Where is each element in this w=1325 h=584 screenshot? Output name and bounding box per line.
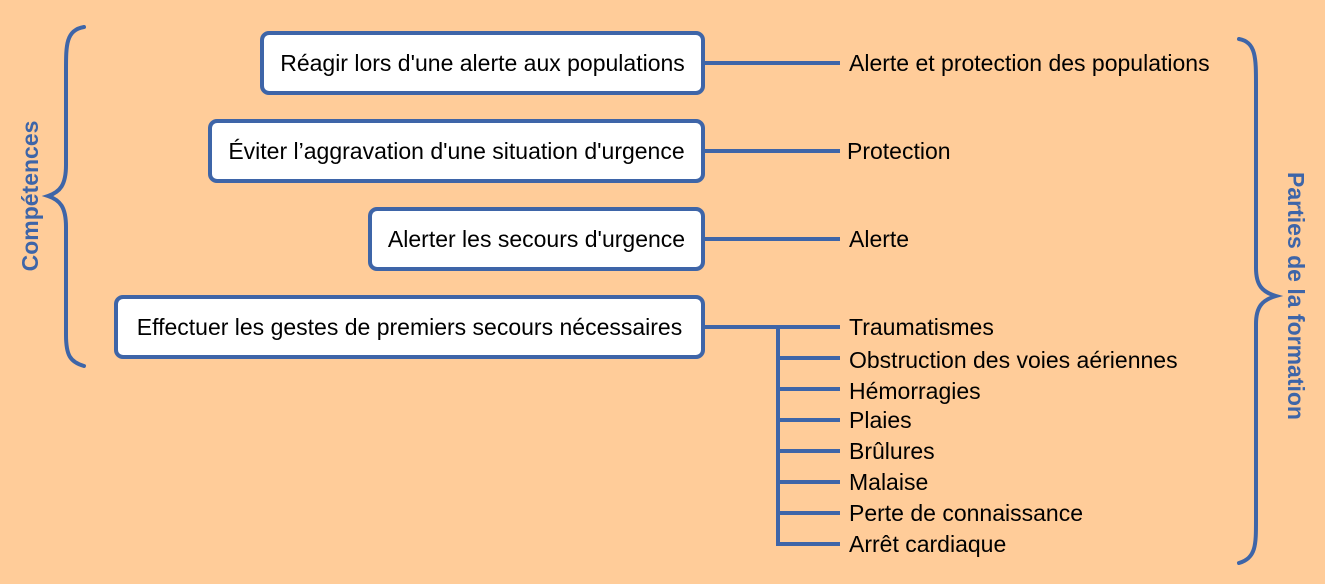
part-obstruction-voies-aeriennes: Obstruction des voies aériennes — [849, 347, 1178, 373]
right-brace — [1239, 39, 1276, 563]
part-alerte-protection-populations: Alerte et protection des populations — [849, 50, 1210, 76]
skill-label: Réagir lors d'une alerte aux populations — [280, 49, 685, 76]
left-brace — [48, 27, 84, 366]
part-traumatismes: Traumatismes — [849, 314, 994, 340]
part-hemorragies: Hémorragies — [849, 378, 981, 404]
parties-formation-label: Parties de la formation — [1283, 172, 1309, 420]
part-alerte: Alerte — [849, 226, 910, 252]
skill-box-reagir-alerte — [260, 31, 705, 95]
part-protection: Protection — [847, 138, 951, 164]
part-perte-connaissance: Perte de connaissance — [849, 500, 1083, 526]
skill-box-premiers-secours — [114, 295, 705, 359]
part-malaise: Malaise — [849, 469, 929, 495]
part-brulures: Brûlures — [849, 438, 935, 464]
skill-box-alerter-secours — [368, 207, 705, 271]
part-plaies: Plaies — [849, 407, 912, 433]
skill-label: Éviter l’aggravation d'une situation d'urgence — [228, 137, 685, 164]
skill-box-eviter-aggravation — [208, 119, 705, 183]
competences-label: Compétences — [17, 120, 43, 272]
skill-label: Effectuer les gestes de premiers secours nécessaires — [136, 313, 683, 340]
part-arret-cardiaque: Arrêt cardiaque — [849, 531, 1007, 557]
skill-label: Alerter les secours d'urgence — [387, 225, 686, 252]
